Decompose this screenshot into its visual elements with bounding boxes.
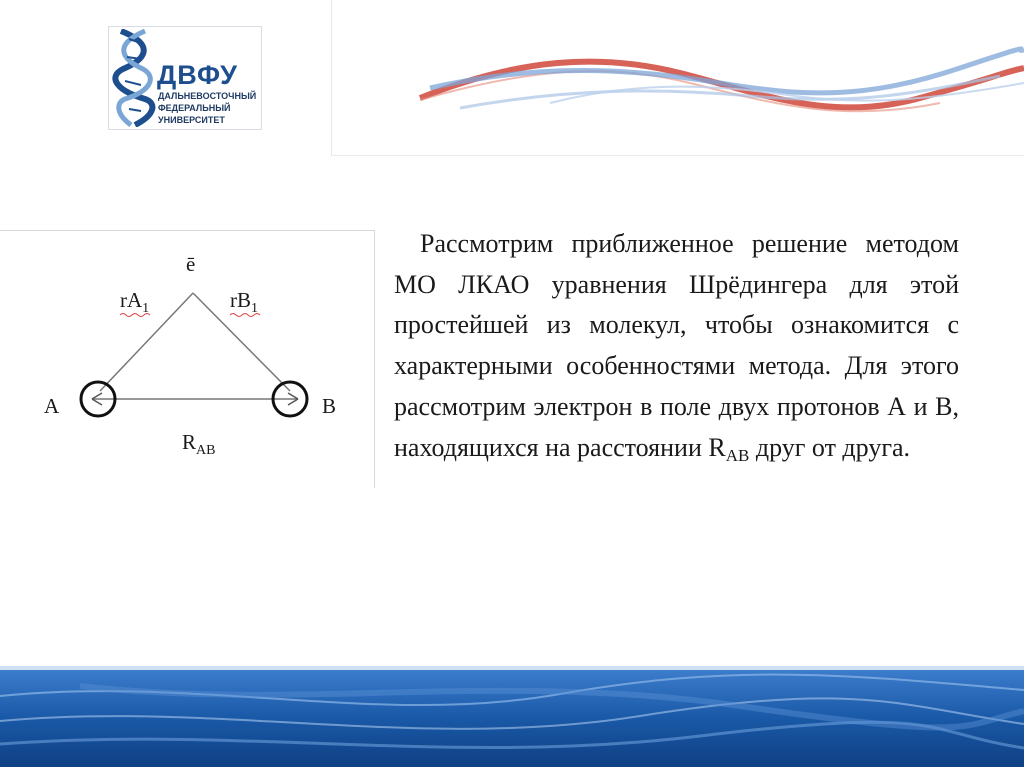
footer-wave-band [0,666,1024,767]
logo-subtitle-line-3: УНИВЕРСИТЕТ [158,115,225,125]
distance-rab-label: $R_{AB}$ [182,430,216,459]
h2-ion-diagram [0,230,375,488]
distance-rb-label: $rB_1$ [230,288,258,317]
logo-subtitle-line-1: ДАЛЬНЕВОСТОЧНЫЙ [158,91,257,101]
nucleus-b-label: B [322,394,337,418]
ribbon-decoration [400,28,1024,128]
logo-title: ДВФУ [157,60,238,90]
body-paragraph [394,224,959,468]
body-subscript: AB [725,445,750,465]
nucleus-a-label: A [44,394,60,418]
body-text-main: Рассмотрим приближенное решение методом МО ЛКАО уравнения Шрёдингера для этой простейшей из молекул, чтобы ознакомится с характерными особенностями метода. Для этого рассмотрим электрон в поле двух протонов А и В, находящихся на расстоянии R [394,229,959,462]
body-text-end: друг от друга. [749,432,911,462]
electron-label: ē [186,252,196,276]
logo-subtitle-line-2: ФЕДЕРАЛЬНЫЙ [158,103,231,113]
distance-ra-label: $rA_1$ [120,288,150,317]
dna-helix-icon [111,29,159,127]
university-logo [108,26,262,130]
